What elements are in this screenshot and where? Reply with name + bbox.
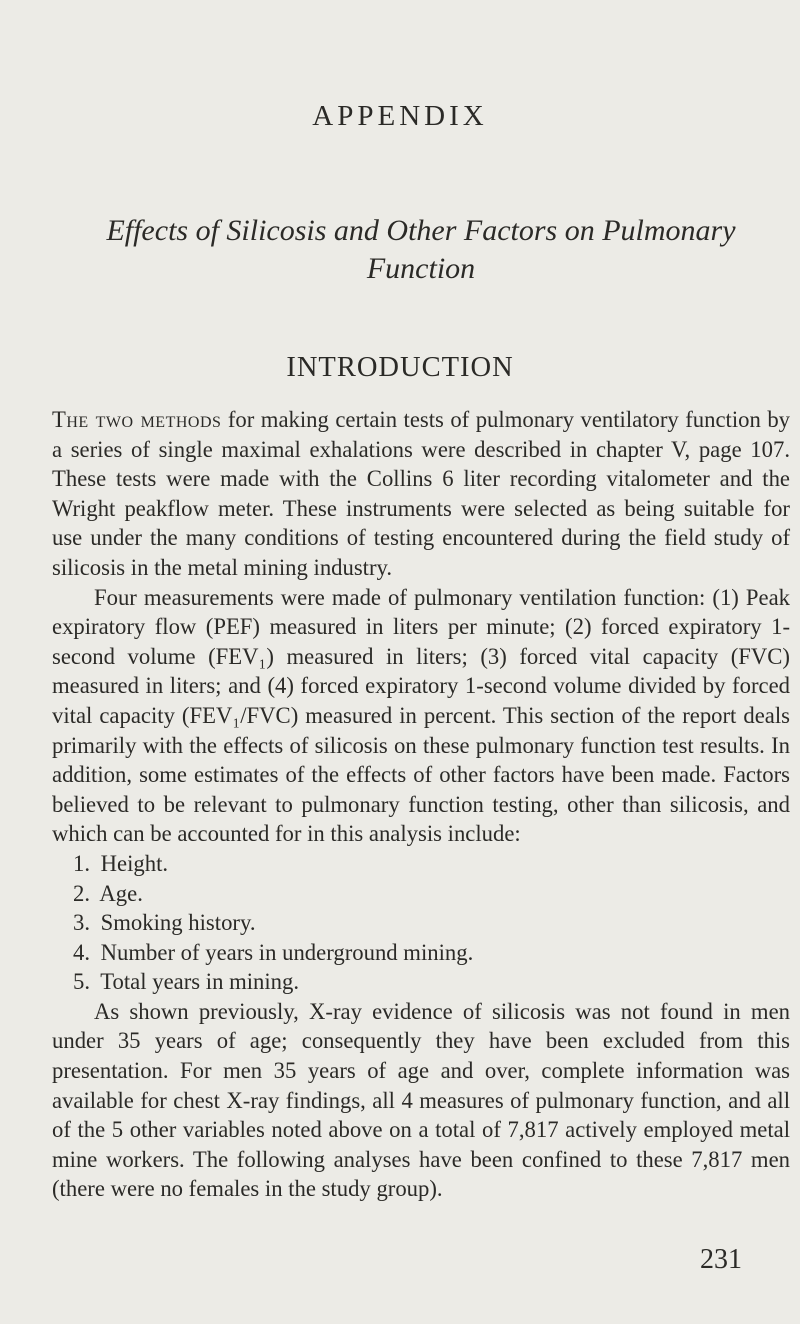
list-item-number: 3.	[73, 910, 91, 936]
appendix-label: APPENDIX	[312, 100, 488, 132]
list-item-label: Total years in mining.	[100, 969, 300, 995]
section-heading: INTRODUCTION	[286, 352, 514, 383]
list-item-label: Number of years in underground mining.	[100, 939, 474, 965]
list-item-label: Smoking history.	[100, 910, 256, 936]
list-item-number: 4.	[73, 939, 91, 965]
body-text	[52, 405, 790, 1204]
list-item-number: 2.	[73, 880, 91, 906]
paragraph-1-text: for making certain tests of pulmonary ventilatory function by a series of single maximal exhalations were described in chapter V, page 107. These tests were made with the Collins 6 liter recording vitalometer and the Wright peakflow meter. These instruments were selected as being suitable for use under the many conditions of testing encountered during the field study of silicosis in the metal mining industry.	[52, 407, 791, 580]
paragraph-1	[52, 405, 790, 583]
list-item-label: Age.	[99, 880, 143, 906]
factor-list	[52, 849, 790, 997]
list-item	[73, 908, 790, 938]
list-item	[73, 849, 790, 879]
list-item	[73, 967, 790, 997]
list-item	[73, 879, 790, 909]
paragraph-3: As shown previously, X-ray evidence of silicosis was not found in men under 35 years of age; consequently they have been excluded from this presentation. For men 35 years of age and over, complete information was available for chest X-ray findings, all 4 measures of pulmonary function, and all of the 5 other variables noted above on a total of 7,817 actively employed metal mine workers. The following analyses have been confined to these 7,817 men (there were no females in the study group).	[52, 998, 790, 1202]
list-item	[73, 938, 790, 968]
list-item-label: Height.	[100, 850, 169, 876]
paragraph-lead: The two methods	[52, 407, 222, 432]
page-number: 231	[700, 1244, 742, 1275]
list-item-number: 1.	[73, 850, 91, 876]
paragraph-2: Four measurements were made of pulmonary ventilation function: (1) Peak expiratory flow (PEF) measured in liters per minute; (2) forced expiratory 1-second volume (FEV₁) measured in liters; (3) forced vital capacity (FVC) measured in liters; and (4) forced expiratory 1-second volume divided by forced vital capacity (FEV₁/FVC) measured in percent. This section of the report deals primarily with the effects of silicosis on these pulmonary function test results. In addition, some estimates of the effects of other factors have been made. Factors believed to be relevant to pulmonary function testing, other than silicosis, and which can be accounted for in this analysis include:	[52, 584, 790, 847]
list-item-number: 5.	[73, 969, 91, 995]
document-title: Effects of Silicosis and Other Factors on Pulmonary Function	[106, 214, 736, 285]
